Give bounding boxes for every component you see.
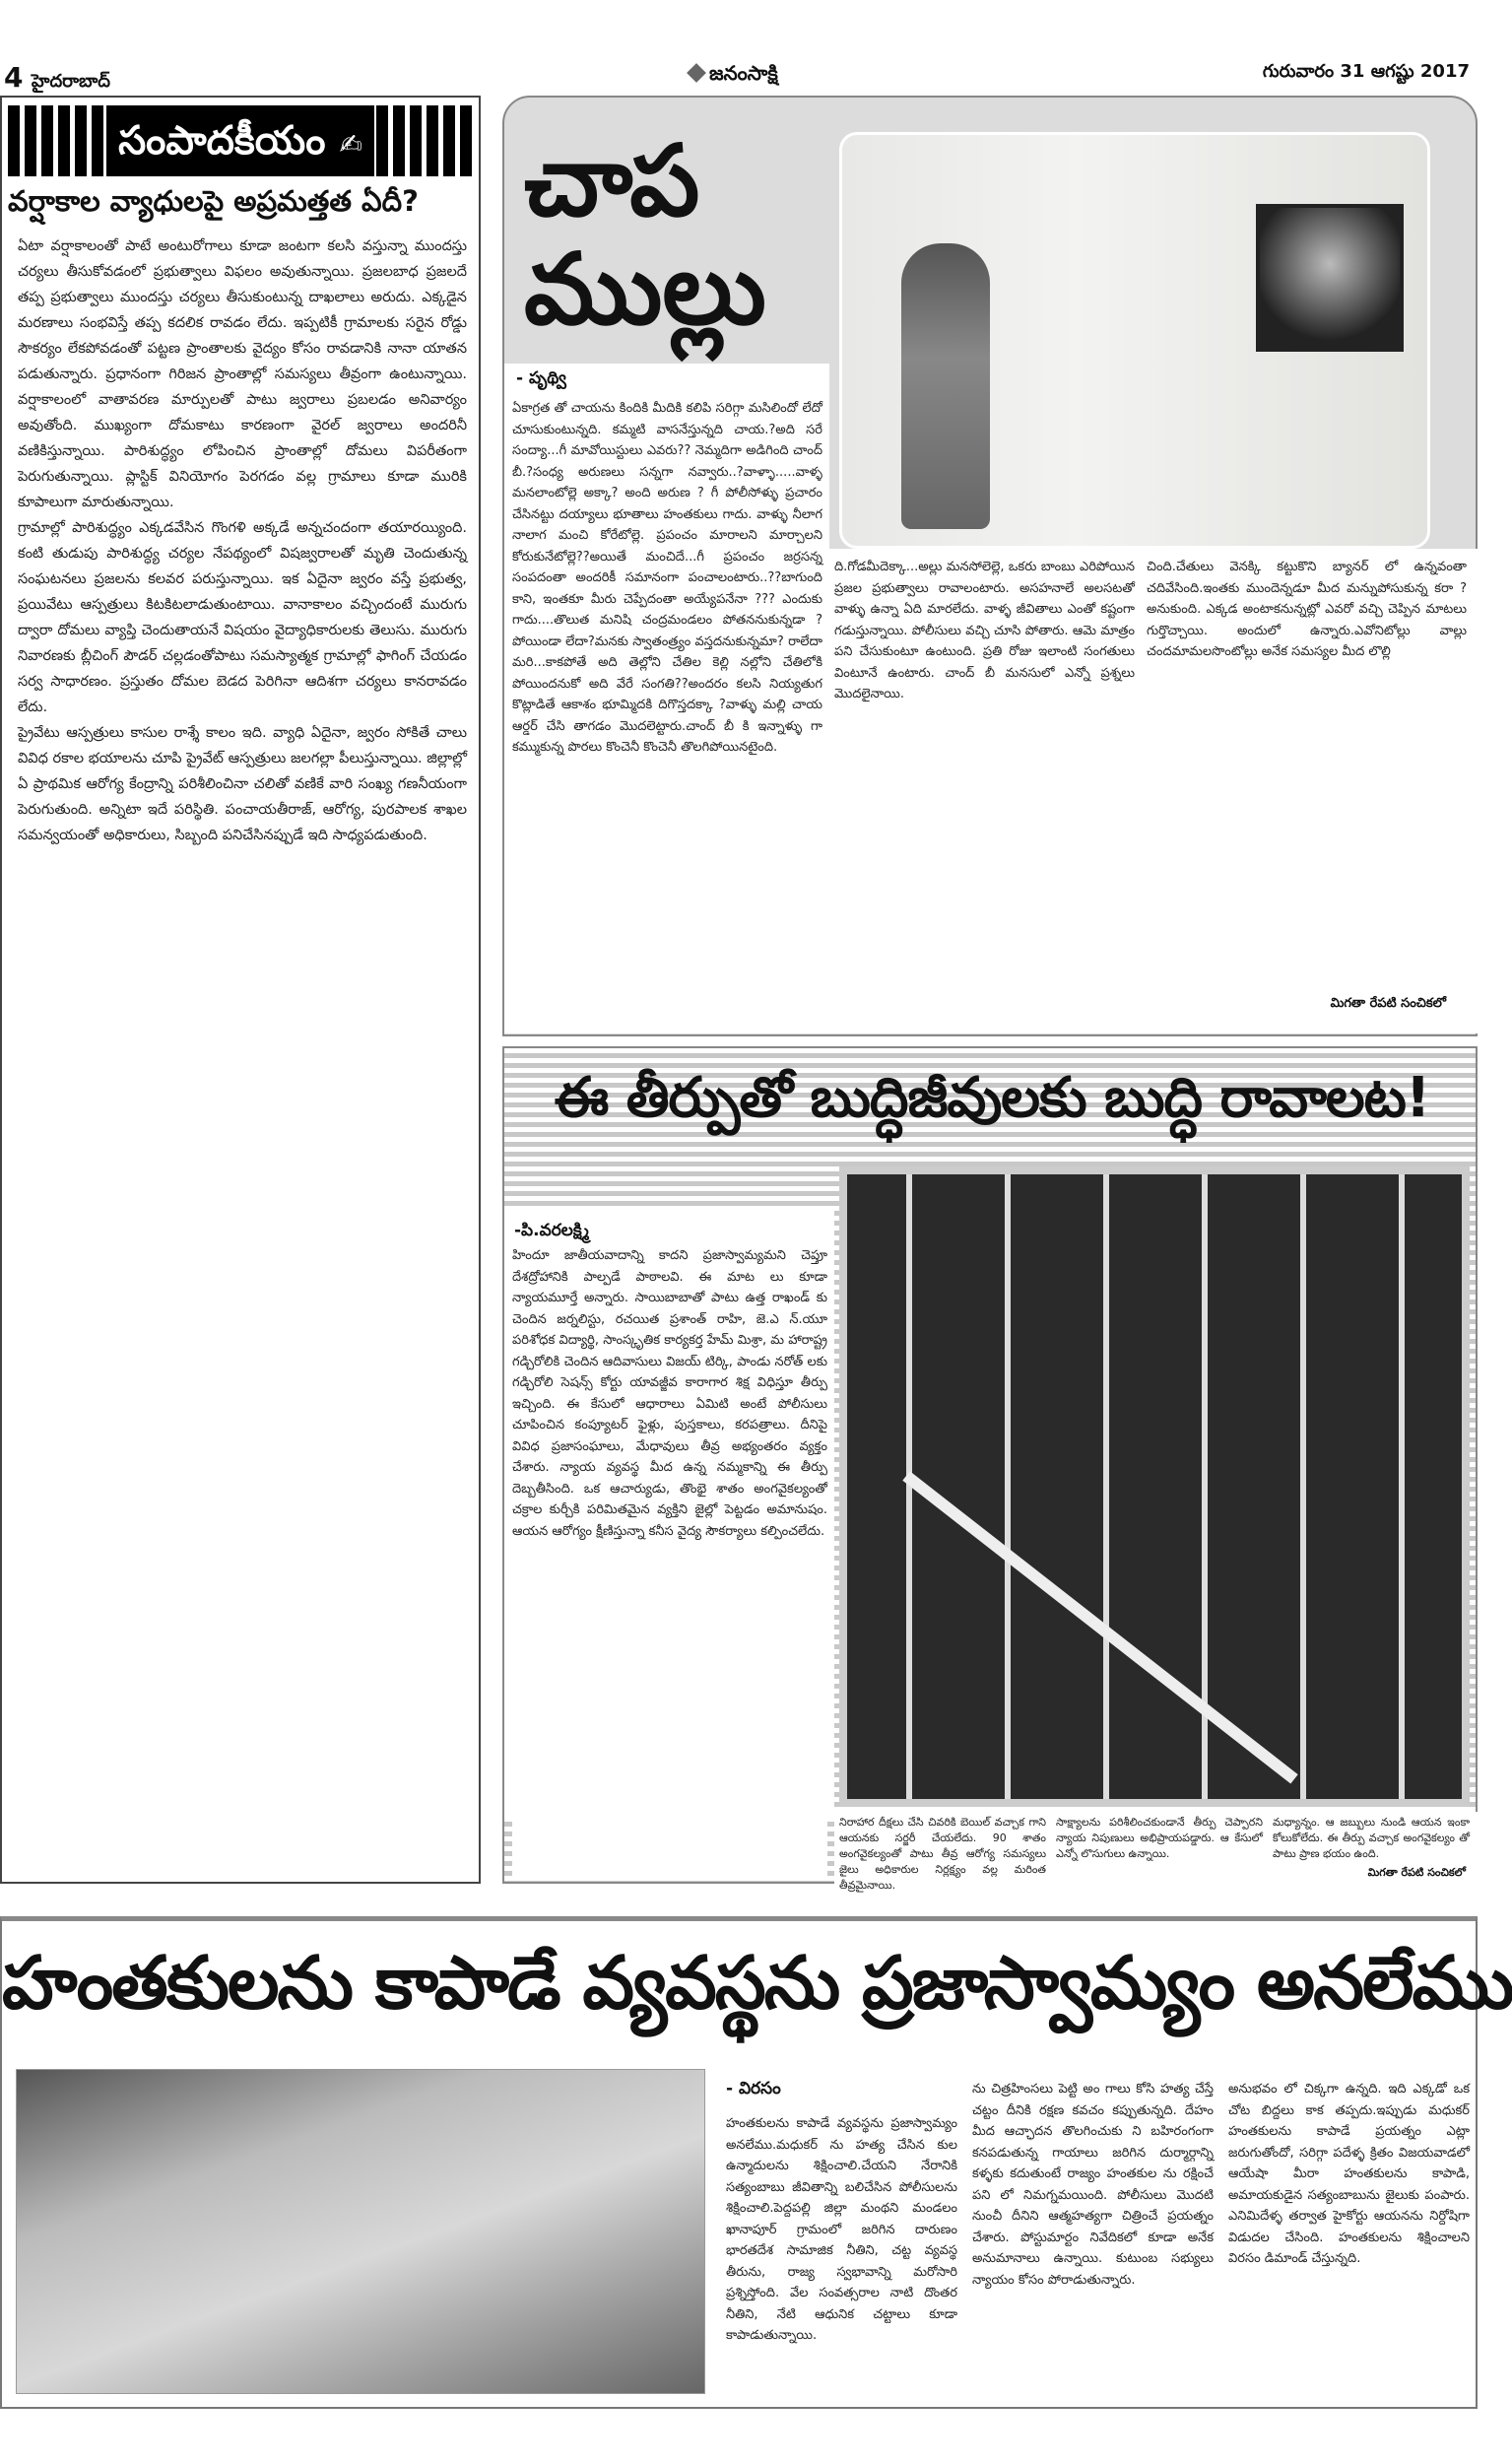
story2-prison-bars-photo	[847, 1174, 1462, 1799]
story1-photo	[839, 132, 1430, 549]
paragraph: ప్రైవేటు ఆస్పత్రులు కాసుల రాశ్శే కాలం ఇది. వ్యాధి ఏదైనా, జ్వరం సోకితే చాలు వివిధ రకాల భయాలను చూపి ప్రైవేట్ ఆస్పత్రులు జలగల్లా పీలుస్తున్నాయి. జిల్లాల్లో ఏ ప్రాథమిక ఆరోగ్య కేంద్రాన్ని పరిశీలించినా చలితో వణికే వారి సంఖ్య గణనీయంగా పెరుగుతుంది. అన్నిటా ఇదే పరిస్థితి. పంచాయతీరాజ్, ఆరోగ్య, పురపాలక శాఖల సమన్వయంతో అధికారులు, సిబ్బంది పనిచేసినప్పుడే ఇది సాధ్యపడుతుంది.	[18, 725, 467, 843]
paragraph: ఏటా వర్షాకాలంతో పాటే అంటురోగాలు కూడా జంటగా కలసి వస్తున్నా ముందస్తు చర్యలు తీసుకోవడంలో ప్రభుత్వాలు విఫలం అవుతున్నాయి. ప్రజలబాధ ప్రజలదే తప్ప ప్రభుత్వాలు ముందస్తు చర్యలు తీసుకుంటున్న దాఖలాలు అరుదు. ఎక్కడైన మరణాలు సంభవిస్తే తప్ప కదలిక రావడం లేదు. ఇప్పటికీ గ్రామాలకు సరైన రోడ్డు సౌకర్యం లేకపోవడంతో పట్టణ ప్రాంతాలకు వైద్యం కోసం రావడానికి నానా యాతన పడుతున్నారు. ప్రధానంగా గిరిజన ప్రాంతాల్లో సమస్యలు తీవ్రంగా ఉంటున్నాయి. వర్షాకాలంలో వాతావరణ మార్పులతో పాటు జ్వరాలు ప్రబలడం అనివార్యం అవుతోంది. ముఖ్యంగా దోమకాటు కారణంగా వైరల్ జ్వరాలు అందరినీ వణికిస్తున్నాయి. పారిశుద్ధ్యం లోపించిన ప్రాంతాల్లో దోమలు విపరీతంగా పెరుగుతున్నాయి. ప్లాస్టిక్ వినియోగం పెరగడం వల్ల గ్రామాలు కూడా మురికి కూపాలుగా మారుతున్నాయి.	[18, 238, 467, 510]
story1-title	[524, 123, 766, 347]
story2-continued: మిగతా రేపటి సంచికలో	[1367, 1866, 1466, 1879]
story3-col1: హంతకులను కాపాడే వ్యవస్థను ప్రజాస్వామ్యం అనలేము.మధుకర్ ను హత్య చేసిన కుల ఉన్మాదులను శిక్షించాలి.చేయని నేరానికి సత్యంబాబు జీవితాన్ని బలిచేసిన పోలీసులను శిక్షించాలి.పెద్దపల్లి జిల్లా మంథని మండలం ఖానాపూర్ గ్రామంలో జరిగిన దారుణం భారతదేశ సామాజిక నీతిని, చట్ట వ్యవస్థ తీరును, రాజ్య స్వభావాన్ని మరోసారి ప్రశ్నిస్తోంది. వేల సంవత్సరాల నాటి దొంతర నీతిని, నేటి ఆధునిక చట్టాలు కూడా కాపాడుతున్నాయి.	[726, 2116, 957, 2343]
photo-diagonal-bar	[902, 1471, 1297, 1783]
story1-title-line1: చాప	[524, 123, 700, 238]
photo-window-figure	[1256, 204, 1404, 352]
page-number: 4	[4, 61, 24, 94]
story1-col2: ది.గోడమీదెక్కా...అల్లు మనసోలెల్లె, ఒకరు బాంబు ఎరిపోయిన ప్రజల ప్రభుత్వాలు రావాలంటారు. అసహనాలే అలసటతో వాళ్ళు ఉన్నా ఏది మారలేదు. వాళ్ళ జీవితాలు ఎంతో కష్టంగా గడుస్తున్నాయి. పోలీసులు వచ్చి చూసి పోతారు. ఆమె మాత్రం పని చేసుకుంటూ ఉంటుంది. ప్రతి రోజు ఇలాంటి సంగతులు వింటూనే ఉంటారు. చాంద్ బీ మనసులో ఎన్నో ప్రశ్నలు మొదలైనాయి.	[834, 560, 1135, 701]
logo-emblem-icon	[687, 63, 706, 83]
story3-photo	[16, 2069, 705, 2394]
story1-continued: మిగతా రేపటి సంచికలో	[1330, 996, 1446, 1011]
story2-bottom-col3: మధ్యాన్నం. ఆ జబ్బులు నుండి ఆయన ఇంకా కోలుకోలేదు. ఈ తీర్పు వచ్చాక అంగవైకల్యం తో పాటు ప్రాణ భయం ఉంది.	[1273, 1816, 1470, 1860]
story3-col2: ను చిత్రహింసలు పెట్టి అం గాలు కోసి హత్య చేస్తే చట్టం దీనికి రక్షణ కవచం కప్పుతున్నది. దేహం మీద ఆచ్ఛాదన తొలగించుకు ని బహిరంగంగా కనపడుతున్న గాయాలు జరిగిన దుర్మార్గాన్ని కళ్ళకు కదుతుంటే రాజ్యం హంతకుల ను రక్షించే పని లో నిమగ్నమయింది. పోలీసులు మొదటి నుంచీ దీనిని ఆత్మహత్యగా చిత్రించే ప్రయత్నం చేశారు. పోస్టుమార్టం నివేదికలో కూడా అనేక అనుమానాలు ఉన్నాయి. కుటుంబ సభ్యులు న్యాయం కోసం పోరాడుతున్నారు.	[972, 2082, 1214, 2288]
story1-col3: చింది.చేతులు వెనక్కి కట్టుకొని బ్యానర్ లో ఉన్నవంతా చదివేసింది.ఇంతకు ముందెన్నడూ మీద మన్నుపోసుకున్న కరా ? అనుకుంది. ఎక్కడ అంటాకనున్నట్లో ఎవరో వచ్చి చెప్పిన మాటలు గుర్తొచ్చాయి. అందులో ఉన్నారు.ఎవోనిటోల్లు వాల్లు చందమామలసొంటోల్లు అనేక సమస్యల మీద లొల్లి	[1147, 560, 1467, 659]
photo-woman-figure	[901, 243, 990, 529]
story2-bottom-col2: సాక్ష్యాలను పరిశీలించకుండానే తీర్పు చెప్పారని న్యాయ నిపుణులు అభిప్రాయపడ్డారు. ఆ కేసులో ఎన్నో లొసుగులు ఉన్నాయి.	[1056, 1816, 1263, 1860]
story3-col3: అనుభవం లో చిక్కగా ఉన్నది. ఇది ఎక్కడో ఒక చోట బిద్దలు కాక తప్పదు.ఇప్పుడు మధుకర్ హంతకులను కాపాడే ప్రయత్నం ఎట్లా జరుగుతోందో, సరిగ్గా పదేళ్ళ క్రితం విజయవాడలో ఆయేషా మీరా హంతకులను కాపాడి, అమాయకుడైన సత్యంబాబును జైలుకు పంపారు. ఎనిమిదేళ్ళ తర్వాత హైకోర్టు ఆయనను నిర్దోషిగా విడుదల చేసింది. హంతకులను శిక్షించాలని విరసం డిమాండ్ చేస్తున్నది.	[1228, 2082, 1470, 2266]
story2-headline: ఈ తీర్పుతో బుద్ధిజీవులకు బుద్ధి రావాలట!	[554, 1066, 1430, 1130]
page-header-left	[4, 61, 110, 96]
story1-title-line2: ముల్లు	[524, 232, 766, 347]
story-chapa-mullu	[502, 96, 1478, 1036]
story3-byline: - విరసం	[726, 2079, 781, 2098]
story2-photo-frame	[839, 1166, 1470, 1807]
story-verdict	[502, 1046, 1478, 1892]
story2-bottom-col1: నిరాహార దీక్షలు చేసి చివరికి బెయిల్ వచ్చాక గాని ఆయనకు సర్జరీ చేయలేదు. 90 శాతం అంగవైకల్యంతో పాటు తీవ్ర ఆరోగ్య సమస్యలు జైలు అధికారుల నిర్లక్ష్యం వల్ల మరింత తీవ్రమైనాయి.	[839, 1816, 1046, 1892]
city-name: హైదరాబాద్	[31, 71, 111, 92]
editorial-banner	[8, 105, 473, 176]
editorial-column	[0, 96, 481, 1884]
pen-writing-icon: ✍	[339, 128, 362, 161]
story-virasam	[0, 1916, 1512, 2409]
story3-headline: హంతకులను కాపాడే వ్యవస్థను ప్రజాస్వామ్యం అనలేము	[2, 1941, 1512, 2026]
editorial-body	[18, 233, 467, 1874]
story2-byline: -పి.వరలక్ష్మి	[514, 1221, 589, 1240]
story2-col1: హిందూ జాతీయవాదాన్ని కాదని ప్రజాస్వామ్యమని చెప్తూ దేశద్రోహానికి పాల్పడే పాఠాలవి. ఈ మాట లు కూడా న్యాయమూర్తే అన్నారు. సాయిబాబాతో పాటు ఉత్త రాఖండ్ కు చెందిన జర్నలిస్టు, రచయిత ప్రశాంత్ రాహి, జె.ఎ న్.యూ పరిశోధక విద్యార్థి, సాంస్కృతిక కార్యకర్త హేమ్ మిశ్రా, మ హారాష్ట్ర గడ్చిరోలికి చెందిన ఆదివాసులు విజయ్ టిర్కి, పాండు నరోత్ లకు గడ్చిరోలి సెషన్స్ కోర్టు యావజ్జీవ కారాగార శిక్ష విధిస్తూ తీర్పు ఇచ్చింది. ఈ కేసులో ఆధారాలు ఏమిటి అంటే పోలీసులు చూపించిన కంప్యూటర్ ఫైళ్లు, పుస్తకాలు, కరపత్రాలు. దీనిపై వివిధ ప్రజాసంఘాలు, మేధావులు తీవ్ర అభ్యంతరం వ్యక్తం చేశారు. న్యాయ వ్యవస్థ మీద ఉన్న నమ్మకాన్ని ఈ తీర్పు దెబ్బతీసింది. ఒక ఆచార్యుడు, తొంభై శాతం అంగవైకల్యంతో చక్రాల కుర్చీకి పరిమితమైన వ్యక్తిని జైల్లో పెట్టడం అమానుషం. ఆయన ఆరోగ్యం క్షీణిస్తున్నా కనీస వైద్య సౌకర్యాలు కల్పించలేదు.	[512, 1245, 827, 1876]
story1-byline: - పృథ్వి	[516, 368, 566, 388]
story1-col1: ఏకాగ్రత తో చాయను కిందికి మీదికి కలిపి సరిగ్గా మసిలిందో లేదో చూసుకుంటున్నది. కమ్మటి వాసనేస్తున్నది చాయ.?అది సరే సంద్యా...గీ మావోయిస్టులు ఎవరు?? నెమ్మదిగా అడిగింది చాంద్ బీ.?సంధ్య అరుణలు సన్నగా నవ్వారు..?వాళ్ళా.....వాళ్ళ మనలాంటోల్లె అక్కా? అంది అరుణ ? గీ పోలీసోళ్ళు ప్రచారం చేసినట్టు దయ్యాలు భూతాలు హంతకులు గాదు. వాళ్ళు నీలాగ నాలాగ మంచి కోరేటోల్లె. ప్రపంచం మారాలని మార్చాలని కోరుకునేటోల్లె??అయితే మంచిదే...గీ ప్రపంచం జర్రసన్న సంపదంతా అందరికీ సమానంగా పంచాలంటారు..??బాగుంది కాని, ఇంతకూ మీరు చెప్పేదంతా అయ్యేపనేనా ??? ఎందుకు గాదు....తొలుత మనిషి చంద్రమండలం పోతననుకున్నడా ? పోయిండా లేదా?మనకు స్వాతంత్ర్యం వస్తదనుకున్నమా? రాలేదా మరి...కాకపోతే అది తెల్లోని చేతిల కెల్లి నల్లోని చేతిలోకి పోయిందనుకో అది వేరే సంగతి??అందరం కలసి నియ్యతుగ కొట్లాడితే ఆకాశం భూమ్మిదకి దిగొస్తదక్కా ?వాళ్ళు మల్లి చాయ ఆర్డర్ చేసి తాగడం మొదలెట్టారు.చాంద్ బీ కి ఇన్నాళ్ళు గా కమ్ముకున్న పొరలు కొంచెనీ కొంచెనీ తొలగిపోయినటైంది.	[512, 401, 822, 755]
editorial-headline: వర్షాకాల వ్యాధులపై అప్రమత్తత ఏదీ?	[8, 184, 419, 218]
paragraph: గ్రామాల్లో పారిశుద్ధ్యం ఎక్కడవేసిన గొంగళి అక్కడే అన్నచందంగా తయారయ్యింది. కంటి తుడుపు పారిశుద్ధ్య చర్యల నేపథ్యంలో విషజ్వరాలతో మృతి చెందుతున్న సంఘటనలు ప్రజలను కలవర పరుస్తున్నాయి. ఇక ఏదైనా జ్వరం వస్తే ప్రభుత్వ, ప్రయివేటు ఆస్పత్రులు కిటకిటలాడుతుంటాయి. వానాకాలం వచ్చిందంటే మురుగు ద్వారా దోమలు వ్యాప్తి చెందుతాయనే విషయం వైద్యాధికారులకు తెలుసు. మురుగు నివారణకు బ్లీచింగ్ పౌడర్ చల్లడంతోపాటు సమస్యాత్మక గ్రామాల్లో ఫాగింగ్ చేయడం సర్వ సాధారణం. ప్రస్తుతం దోమల బెడద పెరిగినా ఆదిశగా చర్యలు కానరావడం లేదు.	[18, 520, 467, 715]
newspaper-logo: జనంసాక్షి	[690, 61, 778, 90]
editorial-banner-title: సంపాదకీయం	[118, 118, 326, 164]
issue-date: గురువారం 31 ఆగష్టు 2017	[1262, 61, 1470, 82]
